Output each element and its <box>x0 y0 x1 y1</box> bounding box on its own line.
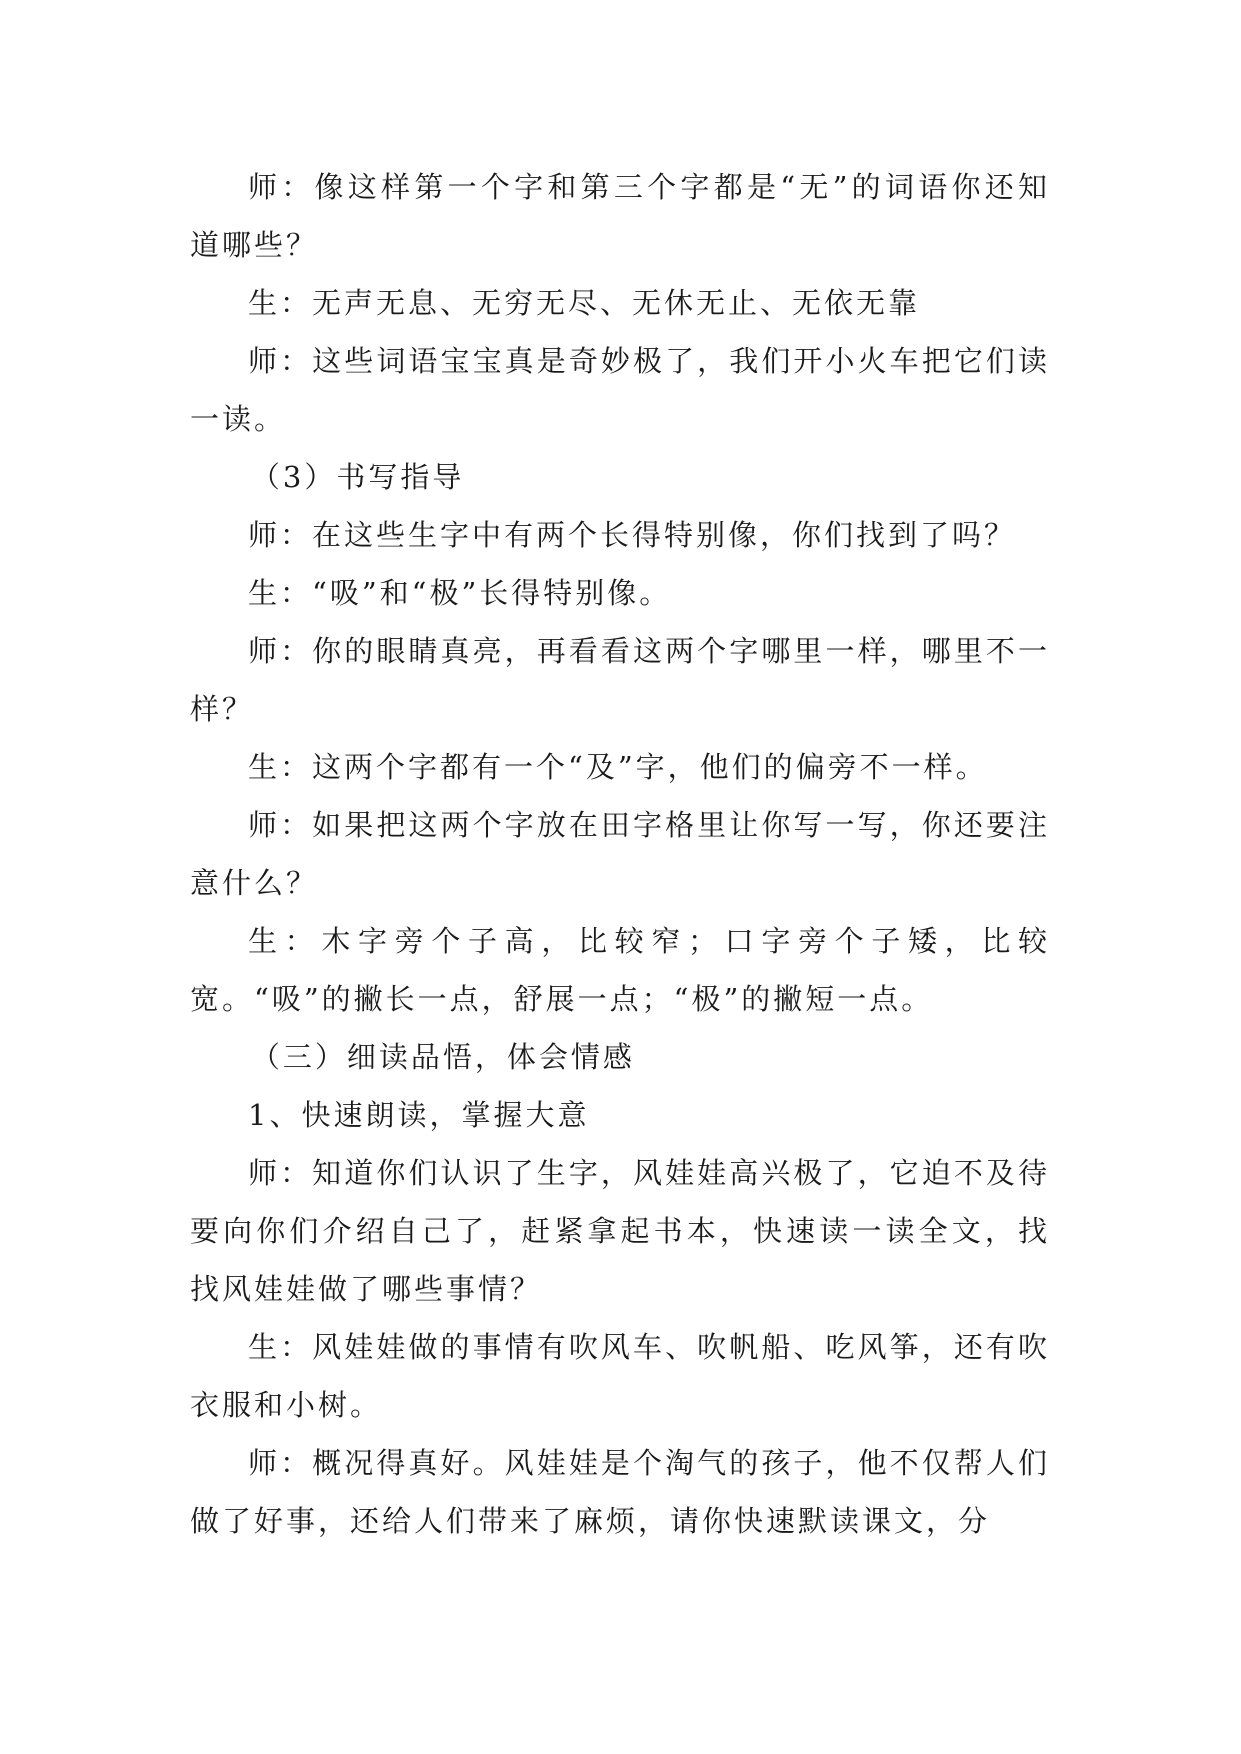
paragraph: 师：如果把这两个字放在田字格里让你写一写，你还要注意什么？ <box>190 808 1050 900</box>
paragraph: 师：这些词语宝宝真是奇妙极了，我们开小火车把它们读一读。 <box>190 344 1050 436</box>
paragraph: 师：概况得真好。风娃娃是个淘气的孩子，他不仅帮人们做了好事，还给人们带来了麻烦，请你快速默读课文，分 <box>190 1446 1050 1538</box>
section-subheading: 1、快速朗读，掌握大意 <box>248 1098 590 1132</box>
document-body <box>190 158 1050 1550</box>
paragraph: 生：“吸”和“极”长得特别像。 <box>248 576 672 610</box>
paragraph: 生：木字旁个子高，比较窄；口字旁个子矮，比较宽。“吸”的撇长一点，舒展一点；“极”的撇短一点。 <box>190 924 1050 1016</box>
section-heading: （三）细读品悟，体会情感 <box>250 1040 635 1074</box>
paragraph: 师：像这样第一个字和第三个字都是“无”的词语你还知道哪些？ <box>190 170 1050 262</box>
paragraph: 师：在这些生字中有两个长得特别像，你们找到了吗？ <box>248 518 1017 552</box>
paragraph: 生：无声无息、无穷无尽、无休无止、无依无靠 <box>248 286 921 320</box>
paragraph: 生：这两个字都有一个“及”字，他们的偏旁不一样。 <box>248 750 988 784</box>
paragraph: 师：你的眼睛真亮，再看看这两个字哪里一样，哪里不一样？ <box>190 634 1050 726</box>
paragraph: 师：知道你们认识了生字，风娃娃高兴极了，它迫不及待要向你们介绍自己了，赶紧拿起书本，快速读一读全文，找找风娃娃做了哪些事情？ <box>190 1156 1050 1306</box>
section-heading: （3）书写指导 <box>250 460 465 494</box>
paragraph: 生：风娃娃做的事情有吹风车、吹帆船、吃风筝，还有吹衣服和小树。 <box>190 1330 1050 1422</box>
